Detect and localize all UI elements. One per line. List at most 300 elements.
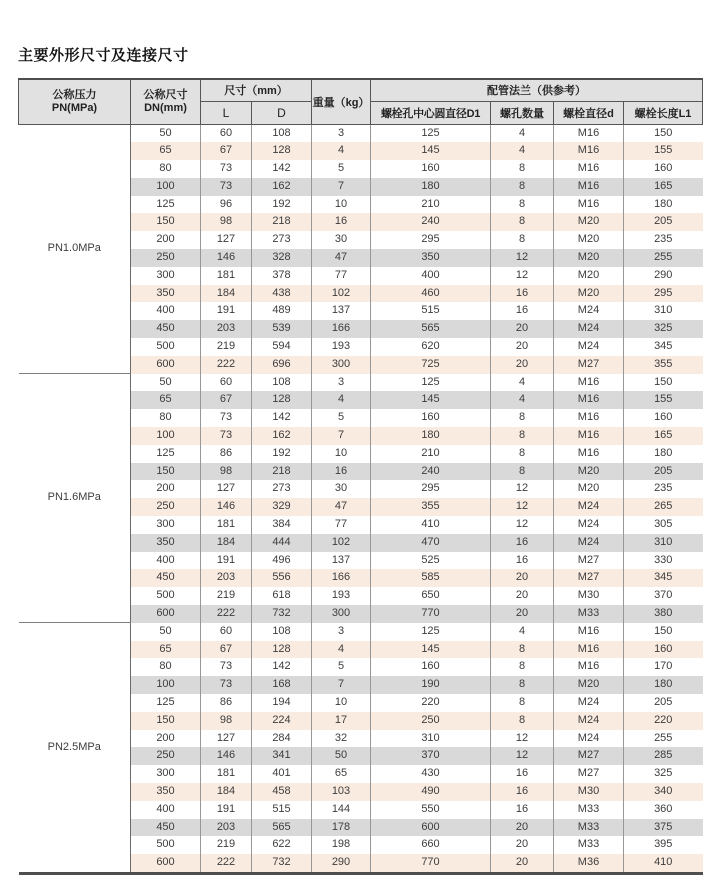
table-cell: 102	[312, 534, 371, 552]
table-cell: 460	[371, 285, 491, 303]
table-cell: 725	[371, 356, 491, 374]
table-cell: 20	[491, 836, 554, 854]
table-cell: 400	[131, 552, 201, 570]
table-cell: 325	[624, 320, 703, 338]
table-cell: 65	[131, 142, 201, 160]
table-cell: 360	[624, 801, 703, 819]
table-cell: M33	[554, 836, 624, 854]
table-cell: 410	[624, 854, 703, 873]
table-cell: 162	[252, 178, 312, 196]
table-cell: M33	[554, 801, 624, 819]
table-cell: 250	[131, 498, 201, 516]
table-cell: M24	[554, 694, 624, 712]
table-cell: M30	[554, 783, 624, 801]
table-cell: M20	[554, 285, 624, 303]
table-cell: 192	[252, 196, 312, 214]
table-cell: 160	[371, 409, 491, 427]
table-cell: 142	[252, 658, 312, 676]
table-cell: 430	[371, 765, 491, 783]
table-cell: 16	[312, 213, 371, 231]
table-cell: 20	[491, 605, 554, 623]
table-cell: 178	[312, 819, 371, 837]
table-cell: 181	[201, 765, 252, 783]
table-cell: 200	[131, 480, 201, 498]
table-cell: 219	[201, 587, 252, 605]
table-cell: 86	[201, 694, 252, 712]
table-cell: 125	[371, 623, 491, 641]
table-cell: 193	[312, 338, 371, 356]
table-cell: M16	[554, 124, 624, 142]
table-cell: 219	[201, 836, 252, 854]
table-cell: 255	[624, 730, 703, 748]
table-cell: 98	[201, 463, 252, 481]
table-cell: 205	[624, 213, 703, 231]
table-cell: 305	[624, 516, 703, 534]
table-cell: 450	[131, 819, 201, 837]
table-cell: 100	[131, 676, 201, 694]
table-cell: 240	[371, 213, 491, 231]
table-cell: 4	[491, 391, 554, 409]
table-cell: 7	[312, 178, 371, 196]
table-cell: 210	[371, 196, 491, 214]
table-cell: 160	[371, 160, 491, 178]
table-cell: 556	[252, 569, 312, 587]
table-cell: 370	[624, 587, 703, 605]
table-cell: 8	[491, 676, 554, 694]
table-cell: 770	[371, 605, 491, 623]
table-cell: M16	[554, 391, 624, 409]
table-cell: 80	[131, 160, 201, 178]
table-cell: 10	[312, 196, 371, 214]
table-cell: M16	[554, 658, 624, 676]
table-cell: 250	[131, 747, 201, 765]
table-cell: 160	[624, 160, 703, 178]
table-cell: 500	[131, 338, 201, 356]
table-cell: 450	[131, 320, 201, 338]
table-cell: 8	[491, 712, 554, 730]
table-cell: 60	[201, 124, 252, 142]
table-cell: M16	[554, 623, 624, 641]
table-cell: 341	[252, 747, 312, 765]
table-cell: 205	[624, 463, 703, 481]
table-cell: 3	[312, 124, 371, 142]
table-cell: 600	[131, 356, 201, 374]
table-cell: 470	[371, 534, 491, 552]
table-cell: 30	[312, 480, 371, 498]
table-cell: 490	[371, 783, 491, 801]
table-cell: 400	[371, 267, 491, 285]
table-cell: 285	[624, 747, 703, 765]
table-cell: 618	[252, 587, 312, 605]
table-cell: 330	[624, 552, 703, 570]
table-cell: 98	[201, 213, 252, 231]
table-cell: 10	[312, 694, 371, 712]
table-cell: 193	[312, 587, 371, 605]
table-cell: M20	[554, 231, 624, 249]
table-cell: 190	[371, 676, 491, 694]
table-cell: 218	[252, 463, 312, 481]
table-cell: M20	[554, 676, 624, 694]
table-cell: 8	[491, 231, 554, 249]
table-cell: M20	[554, 480, 624, 498]
table-cell: 98	[201, 712, 252, 730]
table-cell: M24	[554, 516, 624, 534]
header-diameter-d: D	[252, 101, 312, 124]
table-cell: 180	[624, 196, 703, 214]
table-cell: M27	[554, 356, 624, 374]
table-row	[19, 623, 703, 641]
table-cell: 16	[312, 463, 371, 481]
table-cell: 170	[624, 658, 703, 676]
table-cell: 108	[252, 374, 312, 392]
table-cell: 235	[624, 231, 703, 249]
table-cell: 329	[252, 498, 312, 516]
table-cell: 222	[201, 854, 252, 873]
table-cell: 192	[252, 445, 312, 463]
table-cell: 210	[371, 445, 491, 463]
table-cell: 166	[312, 320, 371, 338]
table-cell: 47	[312, 249, 371, 267]
table-cell: 145	[371, 641, 491, 659]
table-cell: M30	[554, 587, 624, 605]
table-cell: 290	[624, 267, 703, 285]
table-cell: 198	[312, 836, 371, 854]
table-cell: 125	[131, 694, 201, 712]
table-cell: 127	[201, 231, 252, 249]
table-cell: M27	[554, 552, 624, 570]
header-length-l: L	[201, 101, 252, 124]
table-cell: 255	[624, 249, 703, 267]
table-cell: 4	[491, 374, 554, 392]
table-cell: 30	[312, 231, 371, 249]
table-cell: M16	[554, 196, 624, 214]
table-cell: 525	[371, 552, 491, 570]
table-cell: 180	[624, 676, 703, 694]
table-cell: M20	[554, 213, 624, 231]
table-cell: 295	[371, 231, 491, 249]
table-cell: 150	[624, 623, 703, 641]
table-cell: M16	[554, 178, 624, 196]
table-cell: 160	[624, 641, 703, 659]
table-cell: 4	[491, 142, 554, 160]
table-cell: 16	[491, 302, 554, 320]
table-cell: 4	[312, 142, 371, 160]
table-cell: 181	[201, 267, 252, 285]
table-cell: 284	[252, 730, 312, 748]
table-cell: 340	[624, 783, 703, 801]
table-cell: 10	[312, 445, 371, 463]
table-cell: 20	[491, 854, 554, 873]
table-cell: 273	[252, 231, 312, 249]
table-cell: 47	[312, 498, 371, 516]
table-cell: 8	[491, 196, 554, 214]
table-cell: M36	[554, 854, 624, 873]
table-cell: 265	[624, 498, 703, 516]
table-cell: 539	[252, 320, 312, 338]
table-row	[19, 124, 703, 142]
table-cell: 12	[491, 516, 554, 534]
table-cell: 67	[201, 391, 252, 409]
table-cell: 300	[312, 605, 371, 623]
table-cell: M24	[554, 498, 624, 516]
table-cell: 650	[371, 587, 491, 605]
table-cell: 150	[131, 712, 201, 730]
table-cell: 8	[491, 409, 554, 427]
table-cell: M24	[554, 730, 624, 748]
table-cell: 8	[491, 427, 554, 445]
table-cell: 3	[312, 623, 371, 641]
table-cell: 191	[201, 801, 252, 819]
table-cell: 12	[491, 498, 554, 516]
table-cell: 8	[491, 160, 554, 178]
table-cell: 550	[371, 801, 491, 819]
pressure-section-label: PN1.0MPa	[19, 124, 131, 374]
pressure-section-label: PN2.5MPa	[19, 623, 131, 874]
table-cell: 65	[131, 391, 201, 409]
table-cell: 222	[201, 356, 252, 374]
table-cell: 350	[131, 783, 201, 801]
table-cell: M16	[554, 427, 624, 445]
table-cell: 125	[371, 124, 491, 142]
table-cell: 295	[371, 480, 491, 498]
table-cell: 180	[371, 178, 491, 196]
table-cell: 400	[131, 302, 201, 320]
table-cell: M27	[554, 765, 624, 783]
table-cell: 86	[201, 445, 252, 463]
page-title: 主要外形尺寸及连接尺寸	[18, 47, 189, 64]
table-cell: 4	[491, 124, 554, 142]
table-cell: 137	[312, 552, 371, 570]
table-cell: 240	[371, 463, 491, 481]
table-cell: 150	[624, 374, 703, 392]
table-cell: 224	[252, 712, 312, 730]
table-cell: 515	[371, 302, 491, 320]
table-cell: 168	[252, 676, 312, 694]
table-cell: 80	[131, 658, 201, 676]
table-cell: 310	[624, 302, 703, 320]
table-cell: 73	[201, 658, 252, 676]
table-cell: 355	[624, 356, 703, 374]
table-cell: 155	[624, 391, 703, 409]
table-cell: M24	[554, 338, 624, 356]
table-cell: 50	[131, 124, 201, 142]
table-cell: 594	[252, 338, 312, 356]
table-cell: 222	[201, 605, 252, 623]
table-cell: M27	[554, 569, 624, 587]
table-cell: 8	[491, 658, 554, 676]
table-cell: 150	[131, 463, 201, 481]
table-cell: 384	[252, 516, 312, 534]
table-cell: M33	[554, 605, 624, 623]
table-cell: 60	[201, 374, 252, 392]
table-cell: 16	[491, 285, 554, 303]
table-cell: 410	[371, 516, 491, 534]
table-cell: 300	[131, 516, 201, 534]
table-cell: 108	[252, 623, 312, 641]
table-cell: 250	[371, 712, 491, 730]
table-cell: 8	[491, 463, 554, 481]
table-cell: 145	[371, 391, 491, 409]
table-cell: M27	[554, 747, 624, 765]
table-cell: 515	[252, 801, 312, 819]
table-cell: 184	[201, 534, 252, 552]
table-cell: 328	[252, 249, 312, 267]
table-cell: M16	[554, 160, 624, 178]
table-cell: 184	[201, 285, 252, 303]
table-cell: 7	[312, 676, 371, 694]
table-cell: 67	[201, 641, 252, 659]
table-header	[19, 79, 703, 124]
table-cell: 17	[312, 712, 371, 730]
table-cell: 125	[131, 445, 201, 463]
table-cell: 8	[491, 445, 554, 463]
table-cell: 102	[312, 285, 371, 303]
table-cell: 73	[201, 160, 252, 178]
table-cell: 565	[252, 819, 312, 837]
table-cell: 500	[131, 587, 201, 605]
table-cell: 128	[252, 641, 312, 659]
table-cell: M16	[554, 445, 624, 463]
table-cell: 355	[371, 498, 491, 516]
table-cell: 300	[312, 356, 371, 374]
table-cell: 218	[252, 213, 312, 231]
header-flange-group: 配管法兰（供参考）	[371, 79, 703, 101]
table-cell: M24	[554, 302, 624, 320]
table-cell: M33	[554, 819, 624, 837]
table-cell: 160	[371, 658, 491, 676]
table-cell: 8	[491, 694, 554, 712]
table-cell: 146	[201, 498, 252, 516]
table-cell: 205	[624, 694, 703, 712]
table-cell: 150	[624, 124, 703, 142]
table-cell: 16	[491, 552, 554, 570]
table-cell: 20	[491, 819, 554, 837]
table-cell: 165	[624, 427, 703, 445]
table-cell: 12	[491, 249, 554, 267]
table-cell: 770	[371, 854, 491, 873]
table-cell: 184	[201, 783, 252, 801]
table-cell: 166	[312, 569, 371, 587]
table-cell: 4	[312, 391, 371, 409]
table-cell: 194	[252, 694, 312, 712]
table-cell: 100	[131, 178, 201, 196]
table-cell: 142	[252, 160, 312, 178]
table-cell: 378	[252, 267, 312, 285]
table-cell: 295	[624, 285, 703, 303]
table-cell: 380	[624, 605, 703, 623]
table-cell: 127	[201, 480, 252, 498]
table-cell: 450	[131, 569, 201, 587]
table-cell: 496	[252, 552, 312, 570]
table-cell: M16	[554, 142, 624, 160]
table-cell: M16	[554, 374, 624, 392]
table-cell: 4	[491, 623, 554, 641]
table-cell: 162	[252, 427, 312, 445]
table-cell: 345	[624, 338, 703, 356]
table-cell: 7	[312, 427, 371, 445]
table-cell: 732	[252, 605, 312, 623]
table-cell: 12	[491, 267, 554, 285]
table-cell: 12	[491, 480, 554, 498]
header-nominal-pressure: 公称压力 PN(MPa)	[19, 79, 131, 124]
table-cell: 20	[491, 320, 554, 338]
table-cell: 16	[491, 801, 554, 819]
table-cell: 20	[491, 569, 554, 587]
table-cell: M20	[554, 463, 624, 481]
table-cell: 80	[131, 409, 201, 427]
table-cell: 203	[201, 569, 252, 587]
table-cell: 290	[312, 854, 371, 873]
table-cell: 585	[371, 569, 491, 587]
table-cell: 144	[312, 801, 371, 819]
table-cell: 50	[131, 623, 201, 641]
table-cell: 325	[624, 765, 703, 783]
table-cell: 565	[371, 320, 491, 338]
table-cell: 145	[371, 142, 491, 160]
table-cell: 489	[252, 302, 312, 320]
table-cell: 103	[312, 783, 371, 801]
table-cell: 191	[201, 302, 252, 320]
table-cell: M20	[554, 267, 624, 285]
table-cell: 401	[252, 765, 312, 783]
table-cell: 191	[201, 552, 252, 570]
table-cell: 5	[312, 409, 371, 427]
table-cell: 67	[201, 142, 252, 160]
table-cell: 32	[312, 730, 371, 748]
table-cell: 203	[201, 819, 252, 837]
header-bolt-length: 螺栓长度L1	[624, 101, 703, 124]
table-cell: 370	[371, 747, 491, 765]
table-cell: 300	[131, 765, 201, 783]
table-cell: 125	[371, 374, 491, 392]
table-cell: 600	[371, 819, 491, 837]
table-cell: 220	[624, 712, 703, 730]
header-weight: 重量（kg）	[312, 79, 371, 124]
table-cell: 142	[252, 409, 312, 427]
table-cell: 219	[201, 338, 252, 356]
table-cell: 65	[131, 641, 201, 659]
table-cell: 696	[252, 356, 312, 374]
table-cell: M24	[554, 320, 624, 338]
table-cell: 438	[252, 285, 312, 303]
table-cell: 250	[131, 249, 201, 267]
table-cell: 108	[252, 124, 312, 142]
table-cell: 620	[371, 338, 491, 356]
table-cell: 16	[491, 783, 554, 801]
table-cell: 375	[624, 819, 703, 837]
table-cell: 444	[252, 534, 312, 552]
table-cell: 8	[491, 178, 554, 196]
table-cell: 310	[624, 534, 703, 552]
table-cell: 50	[131, 374, 201, 392]
table-cell: 96	[201, 196, 252, 214]
table-cell: 350	[131, 534, 201, 552]
table-cell: 4	[312, 641, 371, 659]
table-cell: 155	[624, 142, 703, 160]
table-cell: 127	[201, 730, 252, 748]
table-cell: 12	[491, 747, 554, 765]
table-cell: 220	[371, 694, 491, 712]
table-cell: 146	[201, 747, 252, 765]
table-cell: 20	[491, 587, 554, 605]
table-cell: 60	[201, 623, 252, 641]
table-cell: 20	[491, 356, 554, 374]
table-cell: 310	[371, 730, 491, 748]
table-cell: 65	[312, 765, 371, 783]
table-cell: 73	[201, 178, 252, 196]
table-cell: M24	[554, 712, 624, 730]
table-row	[19, 374, 703, 392]
